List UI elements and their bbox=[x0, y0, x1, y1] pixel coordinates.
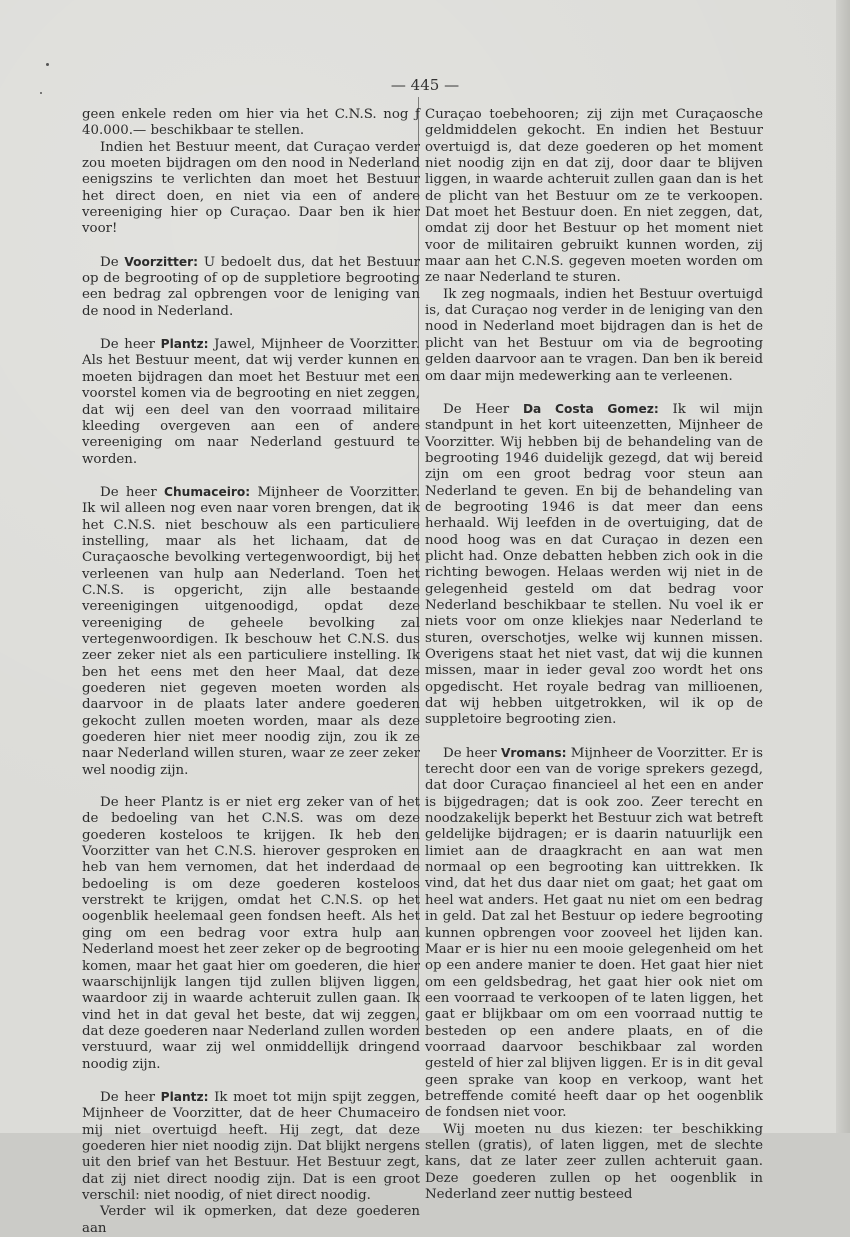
paragraph bbox=[82, 1089, 420, 1204]
page-number: — 445 — bbox=[390, 76, 460, 94]
speaker-name: Vromans: bbox=[500, 745, 567, 760]
speck-mark bbox=[46, 63, 49, 66]
left-column bbox=[82, 107, 420, 1237]
speaker-prefix: De heer bbox=[100, 1089, 161, 1105]
speaker-prefix: De heer bbox=[443, 745, 501, 761]
speaker-prefix: De heer bbox=[100, 337, 161, 353]
speech-text: Mijnheer de Voorzitter. Er is terecht door een van de vorige sprekers gezegd, dat door Curaçao financieel al het een en ander is bijgedragen; dat is ook zoo. Zeer terecht en noodzakelijk beperkt het Bestuur zich wat betreft geldelijke bijdragen; er is daarin natuurlijk een limiet aan de draagkracht en aan wat men normaal op een begrooting kan uittrekken. Ik vind, dat het dus daar niet om gaat; het gaat om heel wat anders. Het gaat nu niet om een bedrag in geld. Dat zal het Bestuur op iedere begrooting kunnen opbrengen voor zooveel het lijden kan. Maar er is hier nu een mooie gelegenheid om het op een andere manier te doen. Het gaat hier niet om een geldsbedrag, het gaat hier ook niet om een voorraad te verkoopen of te laten liggen, het gaat er blijkbaar om om een voorraad nuttig te besteden op een andere plaats, en of die voorraad daarvoor beschikbaar zal worden gesteld of hier zal blijven liggen. Er is in dit geval geen sprake van koop en verkoop, want het betreffende comité heeft daar op het oogenblik de fondsen niet voor. bbox=[425, 745, 763, 1121]
paragraph bbox=[425, 401, 763, 729]
paragraph: Verder wil ik opmerken, dat deze goederen aan bbox=[82, 1204, 420, 1236]
paragraph bbox=[82, 484, 420, 779]
paragraph bbox=[82, 254, 420, 320]
speaker-name: Plantz: bbox=[160, 1089, 209, 1104]
speech-text: Mijnheer de Voorzitter. Ik wil alleen nog even naar voren brengen, dat ik het C.N.S. niet beschouw als een particuliere instelling, maar als het lichaam, dat de Curaçaosche bevolking vertegenwoordigt, bij het verleenen van hulp aan Nederland. Toen het C.N.S. is opgericht, zijn alle bestaande vereenigingen uitgenoodigd, opdat deze vereeniging de geheele bevolking zal vertegenwoordigen. Ik beschouw het C.N.S. dus zeer zeker niet als een particuliere instelling. Ik ben het eens met den heer Maal, dat deze goederen niet gegeven moeten worden als daarvoor in de plaats later andere goederen gekocht zullen moeten worden, maar als deze goederen hier niet meer noodig zijn, zou ik ze naar Nederland willen sturen, waar ze zeer zeker wel noodig zijn. bbox=[82, 484, 420, 778]
speech-text: U bedoelt dus, dat het Bestuur op de begrooting of op de suppletiore begrooting een bedrag zal opbrengen voor de leniging van de nood in Nederland. bbox=[82, 254, 421, 319]
speech-text: Ik moet tot mijn spijt zeggen, Mijnheer de Voorzitter, dat de heer Chumaceiro mij niet overtuigd heeft. Hij zegt, dat deze goederen hier niet noodig zijn. Dat blijkt nergens uit den brief van het Bestuur. Het Bestuur zegt, dat zij niet direct noodig zijn. Dat is een groot verschil: niet noodig, of niet direct noodig. bbox=[82, 1089, 420, 1203]
speaker-prefix: De heer bbox=[100, 484, 165, 500]
paragraph bbox=[82, 336, 420, 468]
paragraph: De heer Plantz is er niet erg zeker van of het de bedoeling van het C.N.S. was om deze goederen kosteloos te krijgen. Ik heb den Voorzitter van het C.N.S. hierover gesproken en heb van hem vernomen, dat het inderdaad de bedoeling is om deze goederen kosteloos verstrekt te krijgen, omdat het C.N.S. op het oogenblik heelemaal geen fondsen heeft. Als het ging om een bedrag voor extra hulp aan Nederland moest het zeer zeker op de begrooting komen, maar het gaat hier om goederen, die hier waarschijnlijk langen tijd zullen blijven liggen, waardoor zij in waarde achteruit zullen gaan. Ik vind het in dat geval het beste, dat wij zeggen, dat deze goederen naar Nederland zullen worden verstuurd, waar zij wel onmiddellijk dringend noodig zijn. bbox=[82, 795, 420, 1072]
speaker-name: Da Costa Gomez: bbox=[522, 401, 659, 416]
paragraph: Curaçao toebehooren; zij zijn met Curaçaosche geldmiddelen gekocht. En indien het Bestuur overtuigd is, dat deze goederen op het moment niet noodig zijn en dat zij, door daar te blijven liggen, in waarde achteruit zullen gaan dan is het de plicht van het Bestuur om ze te verkoopen. Dat moet het Bestuur doen. En niet zeggen, dat, omdat zij door het Bestuur op het moment niet voor de militairen gebruikt kunnen worden, zij maar aan het C.N.S. gegeven moeten worden om ze naar Nederland te sturen. bbox=[425, 107, 763, 286]
paragraph: Ik zeg nogmaals, indien het Bestuur overtuigd is, dat Curaçao nog verder in de leniging van den nood in Nederland moet bijdragen dan is het de plicht van het Bestuur om via de begrooting gelden daarvoor aan te vragen. Dan ben ik bereid om daar mijn medewerking aan te verleenen. bbox=[425, 286, 763, 384]
paragraph: Indien het Bestuur meent, dat Curaçao verder zou moeten bijdragen om den nood in Nederland eenigszins te verlichten dan moet het Bestuur het direct doen, en niet via een of andere vereeniging hier op Curaçao. Daar ben ik hier voor! bbox=[82, 139, 420, 237]
speaker-prefix: De bbox=[100, 254, 125, 270]
speaker-name: Plantz: bbox=[160, 337, 209, 352]
speech-text: Ik wil mijn standpunt in het kort uiteenzetten, Mijnheer de Voorzitter. Wij hebben bij de behandeling van de begrooting 1946 duidelijk gezegd, dat wij bereid zijn om een groot bedrag voor steun aan Nederland te geven. En bij de behandeling van de begrooting 1946 is dat meer dan eens herhaald. Wij leefden in de overtuiging, dat de nood hoog was en dat Curaçao in dezen een plicht had. Onze debatten hebben zich ook in die richting bewogen. Helaas werden wij niet in de gelegenheid gesteld om dat bedrag voor Nederland beschikbaar te stellen. Nu voel ik er niets voor om onze kliekjes naar Nederland te sturen, overschotjes, welke wij kunnen missen. Overigens staat het niet vast, dat wij die kunnen missen, maar in ieder geval zoo wordt het ons opgedischt. Het royale bedrag van millioenen, dat wij hebben uitgetrokken, wil ik op de suppletoire begrooting zien. bbox=[425, 401, 764, 728]
speaker-name: Chumaceiro: bbox=[164, 484, 251, 499]
speech-text: Jawel, Mijnheer de Voorzitter. Als het Bestuur meent, dat wij verder kunnen en moeten bijdragen dan moet het Bestuur met een voorstel komen via de begrooting en niet zeggen, dat wij een deel van den voorraad militaire kleeding overgeven aan een of andere vereeniging om naar Nederland gestuurd te worden. bbox=[82, 337, 420, 467]
speaker-name: Voorzitter: bbox=[124, 254, 199, 269]
page-edge-shadow bbox=[836, 0, 850, 1133]
speaker-prefix: De Heer bbox=[443, 401, 523, 417]
paragraph: geen enkele reden om hier via het C.N.S. nog ƒ 40.000.— beschikbaar te stellen. bbox=[82, 107, 420, 139]
paragraph: Wij moeten nu dus kiezen: ter beschikking stellen (gratis), of laten liggen, met de slechte kans, dat ze later zeer zullen achteruit gaan. Deze goederen zullen op het oogenblik in Nederland zeer nuttig besteed bbox=[425, 1121, 763, 1202]
paragraph bbox=[425, 745, 763, 1122]
right-column bbox=[425, 107, 763, 1203]
